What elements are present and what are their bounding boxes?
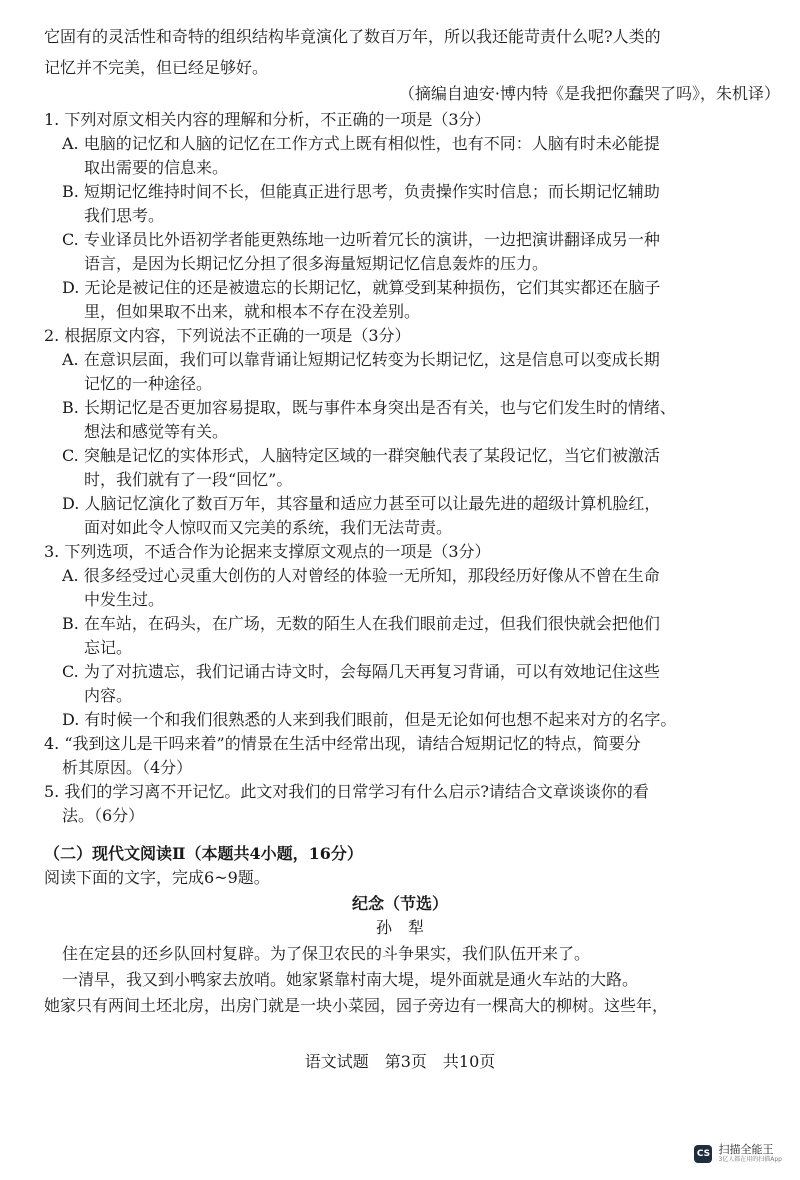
text-line: 记忆并不完美，但已经足够好。 [44, 58, 269, 77]
scanner-logo-icon: CS [694, 1145, 712, 1163]
passage-title: 纪念（节选） [351, 894, 448, 913]
page-footer: 语文试题 第3页 共10页 [304, 1052, 496, 1071]
question-5-cont: 法。（6分） [62, 806, 145, 825]
passage-paragraph-2-cont: 她家只有两间土坯北房，出房门就是一块小菜园，园子旁边有一棵高大的柳树。这些年， [44, 996, 669, 1015]
option-1a: A. 电脑的记忆和人脑的记忆在工作方式上既有相似性，也有不同：人脑有时未必能提 [62, 134, 660, 153]
option-2b: B. 长期记忆是否更加容易提取，既与事件本身突出是否有关，也与它们发生时的情绪、 [62, 398, 676, 417]
option-2b-cont: 想法和感觉等有关。 [84, 422, 229, 441]
passage-paragraph-1: 住在定县的还乡队回村复辟。为了保卫农民的斗争果实，我们队伍开来了。 [62, 944, 591, 963]
option-3a: A. 很多经受过心灵重大创伤的人对曾经的体验一无所知，那段经历好像从不曾在生命 [62, 566, 660, 585]
option-1b-cont: 我们思考。 [84, 206, 165, 225]
question-3: 3. 下列选项，不适合作为论据来支撑原文观点的一项是（3分） [44, 542, 491, 561]
option-1c-cont: 语言，是因为长期记忆分担了很多海量短期记忆信息轰炸的压力。 [84, 254, 549, 273]
section-instruction: 阅读下面的文字，完成6~9题。 [44, 868, 270, 887]
option-2c: C. 突触是记忆的实体形式，人脑特定区域的一群突触代表了某段记忆，当它们被激活 [62, 446, 660, 465]
passage-author: 孙 犁 [375, 918, 424, 937]
text-line: 它固有的灵活性和奇特的组织结构毕竟演化了数百万年，所以我还能苛责什么呢?人类的 [44, 27, 661, 46]
option-1c: C. 专业译员比外语初学者能更熟练地一边听着冗长的演讲，一边把演讲翻译成另一种 [62, 230, 660, 249]
question-5: 5. 我们的学习离不开记忆。此文对我们的日常学习有什么启示?请结合文章谈谈你的看 [44, 782, 649, 801]
option-1d-cont: 里，但如果取不出来，就和根本不存在没差别。 [84, 302, 421, 321]
option-3a-cont: 中发生过。 [84, 590, 165, 609]
option-1a-cont: 取出需要的信息来。 [84, 158, 229, 177]
option-1d: D. 无论是被记住的还是被遗忘的长期记忆，就算受到某种损伤，它们其实都还在脑子 [62, 278, 661, 297]
option-1b: B. 短期记忆维持时间不长，但能真正进行思考，负责操作实时信息；而长期记忆辅助 [62, 182, 660, 201]
question-4: 4. “我到这儿是干吗来着”的情景在生活中经常出现，请结合短期记忆的特点，简要分 [44, 734, 641, 753]
watermark-subtitle: 3亿人都在用的扫描App [718, 1156, 782, 1163]
option-3b-cont: 忘记。 [84, 638, 133, 657]
watermark-label: 扫描全能王 [718, 1143, 774, 1156]
question-1: 1. 下列对原文相关内容的理解和分析，不正确的一项是（3分） [44, 110, 491, 129]
scanner-watermark [694, 1144, 782, 1164]
option-2a: A. 在意识层面，我们可以靠背诵让短期记忆转变为长期记忆，这是信息可以变成长期 [62, 350, 660, 369]
section-heading: （二）现代文阅读Ⅱ（本题共4小题，16分） [44, 844, 363, 863]
option-3d: D. 有时候一个和我们很熟悉的人来到我们眼前，但是无论如何也想不起来对方的名字。 [62, 710, 677, 729]
option-3b: B. 在车站，在码头，在广场，无数的陌生人在我们眼前走过，但我们很快就会把他们 [62, 614, 660, 633]
source-citation: （摘编自迪安·博内特《是我把你蠢哭了吗》，朱机译） [398, 84, 780, 103]
option-3c-cont: 内容。 [84, 686, 133, 705]
option-2d-cont: 面对如此令人惊叹而又完美的系统，我们无法苛责。 [84, 518, 453, 537]
option-2c-cont: 时，我们就有了一段“回忆”。 [84, 470, 293, 489]
option-2d: D. 人脑记忆演化了数百万年，其容量和适应力甚至可以让最先进的超级计算机脸红， [62, 494, 661, 513]
question-4-cont: 析其原因。（4分） [62, 758, 193, 777]
option-2a-cont: 记忆的一种途径。 [84, 374, 213, 393]
option-3c: C. 为了对抗遗忘，我们记诵古诗文时，会每隔几天再复习背诵，可以有效地记住这些 [62, 662, 660, 681]
passage-paragraph-2: 一清早，我又到小鸭家去放哨。她家紧靠村南大堤，堤外面就是通火车站的大路。 [62, 970, 639, 989]
question-2: 2. 根据原文内容，下列说法不正确的一项是（3分） [44, 326, 411, 345]
